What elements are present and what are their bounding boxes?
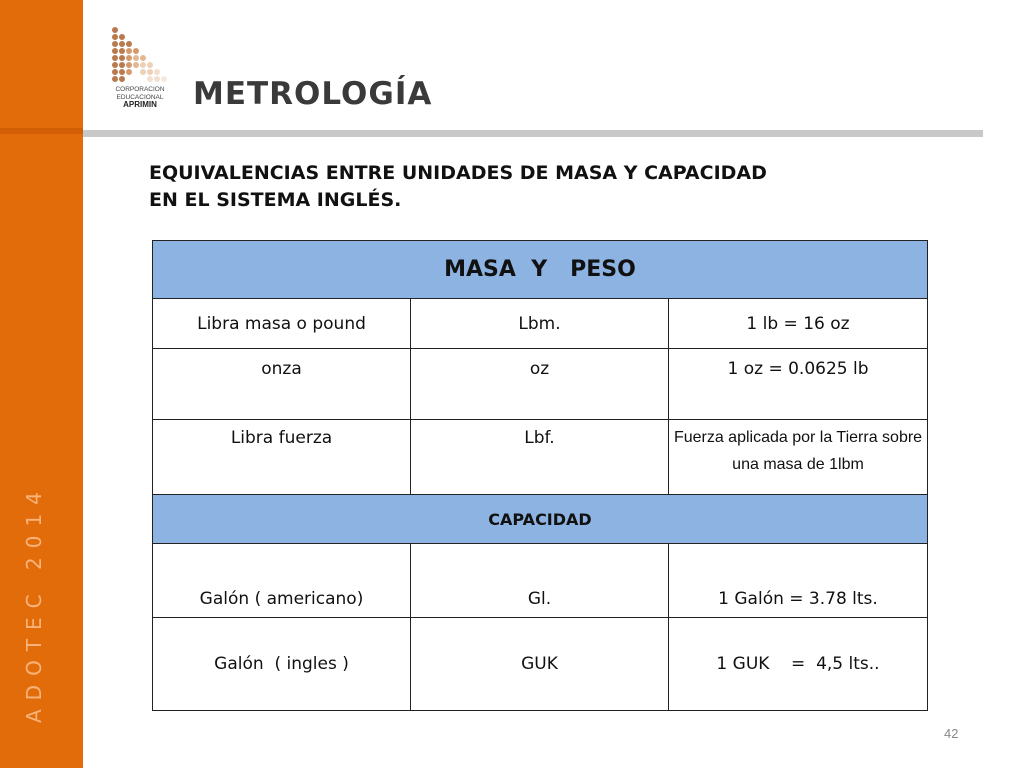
header-bar — [83, 130, 983, 137]
table-row — [153, 420, 928, 495]
logo-line3: APRIMIN — [123, 100, 157, 109]
logo-caption — [104, 86, 176, 109]
section-header-capacidad — [153, 495, 928, 544]
page-number: 42 — [944, 726, 959, 741]
table-cell: Fuerza aplicada por la Tierra sobre una masa de 1lbm — [669, 420, 928, 495]
table-row — [153, 349, 928, 420]
vertical-label-text: ADOTEC 2014 — [22, 483, 46, 723]
logo-line1: CORPORACION — [115, 86, 165, 93]
table-cell: 1 GUK = 4,5 lts.. — [669, 618, 928, 711]
table-cell: Libra masa o pound — [153, 299, 411, 349]
section-title: CAPACIDAD — [153, 495, 928, 544]
subtitle-line2: EN EL SISTEMA INGLÉS. — [149, 189, 402, 211]
table-cell: onza — [153, 349, 411, 420]
section-header-masa — [153, 241, 928, 299]
table-cell: 1 oz = 0.0625 lb — [669, 349, 928, 420]
subtitle — [149, 160, 949, 214]
table-row — [153, 618, 928, 711]
table-cell: Lbf. — [411, 420, 669, 495]
section-title: MASA Y PESO — [153, 241, 928, 299]
equivalence-table — [152, 240, 928, 711]
table-cell: Lbm. — [411, 299, 669, 349]
table-cell: Gl. — [411, 544, 669, 618]
table-cell: 1 lb = 16 oz — [669, 299, 928, 349]
table-row — [153, 299, 928, 349]
sidebar-divider — [0, 128, 83, 134]
table-cell: oz — [411, 349, 669, 420]
table-cell: GUK — [411, 618, 669, 711]
table-cell: Galón ( americano) — [153, 544, 411, 618]
table-cell: Libra fuerza — [153, 420, 411, 495]
page-title: METROLOGÍA — [193, 76, 433, 112]
table-cell: Galón ( ingles ) — [153, 618, 411, 711]
logo-line2: EDUCACIONAL — [116, 93, 164, 101]
subtitle-line1: EQUIVALENCIAS ENTRE UNIDADES DE MASA Y CAPACIDAD — [149, 162, 767, 184]
vertical-label — [20, 483, 50, 723]
table-cell: 1 Galón = 3.78 lts. — [669, 544, 928, 618]
table-row — [153, 544, 928, 618]
